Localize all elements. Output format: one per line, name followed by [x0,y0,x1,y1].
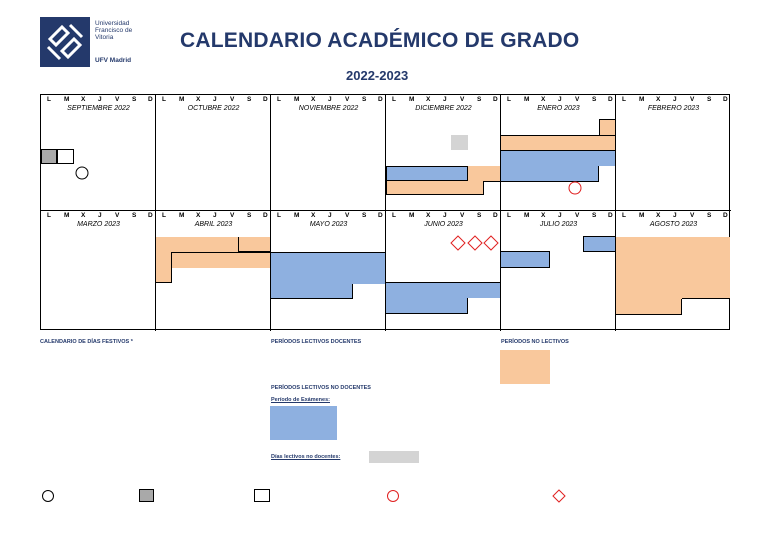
weekday-letter: S [247,96,252,103]
weekday-letter: J [673,96,677,103]
weekday-letter: M [179,96,185,103]
weekday-letter: D [148,212,153,219]
dia-no-docente-swatch [369,451,419,463]
page-title: CALENDARIO ACADÉMICO DE GRADO [180,29,580,52]
month-name: SEPTIEMBRE 2022 [67,105,130,112]
no-lectivo-block [386,181,484,195]
examen-block [386,282,500,298]
weekday-letter: M [409,212,415,219]
logo-text-1: Universidad [95,20,130,27]
weekday-letter: M [179,212,185,219]
weekday-letter: V [690,212,695,219]
ufv-logo [40,17,136,67]
logo-text-2: Francisco de [95,27,133,34]
logo-text-4: UFV Madrid [95,57,132,64]
weekday-letter: V [230,212,235,219]
weekday-letter: X [196,212,201,219]
weekday-letter: S [132,96,137,103]
weekday-letter: J [98,212,102,219]
weekday-letter: M [524,96,530,103]
weekday-letter: X [426,212,431,219]
no-lectivo-block [501,135,615,150]
red-diamond-icon [450,234,500,252]
weekday-letter: X [311,96,316,103]
month-name: ENERO 2023 [537,105,580,112]
weekday-letter: L [47,212,51,219]
weekday-letter: L [392,212,396,219]
examen-block [386,166,468,181]
weekday-letter: D [608,96,613,103]
examen-swatch [270,406,337,440]
weekday-letter: X [541,96,546,103]
legend-lectivos-no-docentes-title: PERÍODOS LECTIVOS NO DOCENTES [271,385,371,391]
month-name: JUNIO 2023 [424,221,463,228]
weekday-letter: D [493,212,498,219]
dia-no-docente-block [451,135,468,150]
weekday-letter: S [707,212,712,219]
weekday-letter: X [541,212,546,219]
weekday-letter: D [723,96,728,103]
weekday-letter: M [294,96,300,103]
weekday-letter: M [639,96,645,103]
weekday-letter: D [493,96,498,103]
weekday-letter: J [328,96,332,103]
weekday-letter: V [460,212,465,219]
weekday-letter: M [64,96,70,103]
weekday-letter: D [148,96,153,103]
weekday-letter: J [443,96,447,103]
month-name: AGOSTO 2023 [649,221,698,228]
weekday-letter: X [81,96,86,103]
month-name: DICIEMBRE 2022 [415,105,472,112]
examen-block [386,298,468,314]
weekday-letter: M [639,212,645,219]
weekday-letter: D [378,212,383,219]
weekday-letter: M [524,212,530,219]
gray-square-icon [139,489,154,502]
weekday-letter: V [115,212,120,219]
weekday-letter: X [656,96,661,103]
examen-block [501,150,615,166]
no-lectivo-block [616,237,730,299]
logo-text-3: Vitoria [95,34,114,41]
month-name: OCTUBRE 2022 [187,105,240,112]
red-diamond-icon [551,488,567,504]
calendar-grid [40,94,730,330]
month-name: ABRIL 2023 [194,221,233,228]
weekday-letter: V [345,212,350,219]
weekday-letter: L [277,212,281,219]
weekday-letter: L [392,96,396,103]
weekday-letter: X [81,212,86,219]
circle-icon [40,488,56,504]
examen-block [583,236,615,252]
no-lectivo-block [172,252,270,268]
weekday-letter: V [575,212,580,219]
weekday-letter: S [592,212,597,219]
red-circle-icon [567,180,583,196]
weekday-letter: L [162,212,166,219]
weekday-letter: V [345,96,350,103]
weekday-letter: S [477,212,482,219]
weekday-letter: X [426,96,431,103]
month-name: FEBRERO 2023 [647,105,700,112]
weekday-letter: D [263,96,268,103]
festivo-gray-block [41,149,57,164]
weekday-letter: J [443,212,447,219]
no-lectivo-swatch [500,350,550,384]
month-name: MARZO 2023 [77,221,120,228]
examen-block [501,166,599,182]
weekday-letter: D [723,212,728,219]
weekday-letter: M [64,212,70,219]
weekday-letter: S [362,96,367,103]
weekday-letter: D [263,212,268,219]
weekday-letter: M [409,96,415,103]
examen-block [271,252,385,284]
month-name: MAYO 2023 [309,221,348,228]
legend-examenes-label: Período de Exámenes: [271,397,330,403]
weekday-letter: L [507,96,511,103]
col-divider [500,95,501,331]
no-lectivo-block [616,299,682,315]
weekday-letter: V [690,96,695,103]
weekday-letter: L [507,212,511,219]
weekday-letter: J [673,212,677,219]
weekday-letter: V [460,96,465,103]
weekday-letter: J [558,212,562,219]
no-lectivo-block [599,119,615,135]
weekday-letter: J [213,212,217,219]
block-edge [238,237,270,252]
weekday-letter: X [656,212,661,219]
weekday-letter: L [622,212,626,219]
weekday-letter: X [311,212,316,219]
weekday-letter: V [115,96,120,103]
weekday-letter: J [328,212,332,219]
weekday-letter: J [558,96,562,103]
block-edge [682,298,730,299]
examen-block [271,284,353,299]
weekday-letter: J [98,96,102,103]
weekday-letter: S [132,212,137,219]
weekday-letter: L [277,96,281,103]
legend-dias-no-docentes-label: Días lectivos no docentes: [271,454,341,460]
legend-no-lectivos-title: PERÍODOS NO LECTIVOS [501,339,569,345]
weekday-letter: V [575,96,580,103]
white-square-icon [254,489,270,502]
month-name: NOVIEMBRE 2022 [298,105,359,112]
weekday-letter: S [707,96,712,103]
weekday-letter: D [378,96,383,103]
weekday-letter: X [196,96,201,103]
legend-lectivos-docentes-title: PERÍODOS LECTIVOS DOCENTES [271,339,362,345]
festivo-white-block [57,149,74,164]
weekday-letter: S [477,96,482,103]
weekday-letter: J [213,96,217,103]
academic-year: 2022-2023 [346,68,409,83]
red-circle-icon [385,488,401,504]
circle-icon [74,165,90,181]
col-divider [155,95,156,331]
weekday-letter: L [622,96,626,103]
weekday-letter: L [162,96,166,103]
weekday-letter: D [608,212,613,219]
legend-festivos-title: CALENDARIO DE DÍAS FESTIVOS * [40,339,133,345]
weekday-letter: V [230,96,235,103]
weekday-letter: M [294,212,300,219]
row-divider [41,210,731,211]
examen-block [501,251,550,268]
weekday-letter: L [47,96,51,103]
ufv-logo-mark [40,17,90,67]
block-edge [484,181,500,182]
no-lectivo-block [468,166,500,181]
weekday-letter: S [592,96,597,103]
weekday-letter: S [362,212,367,219]
weekday-letter: S [247,212,252,219]
month-name: JULIO 2023 [539,221,578,228]
no-lectivo-block [156,252,172,283]
